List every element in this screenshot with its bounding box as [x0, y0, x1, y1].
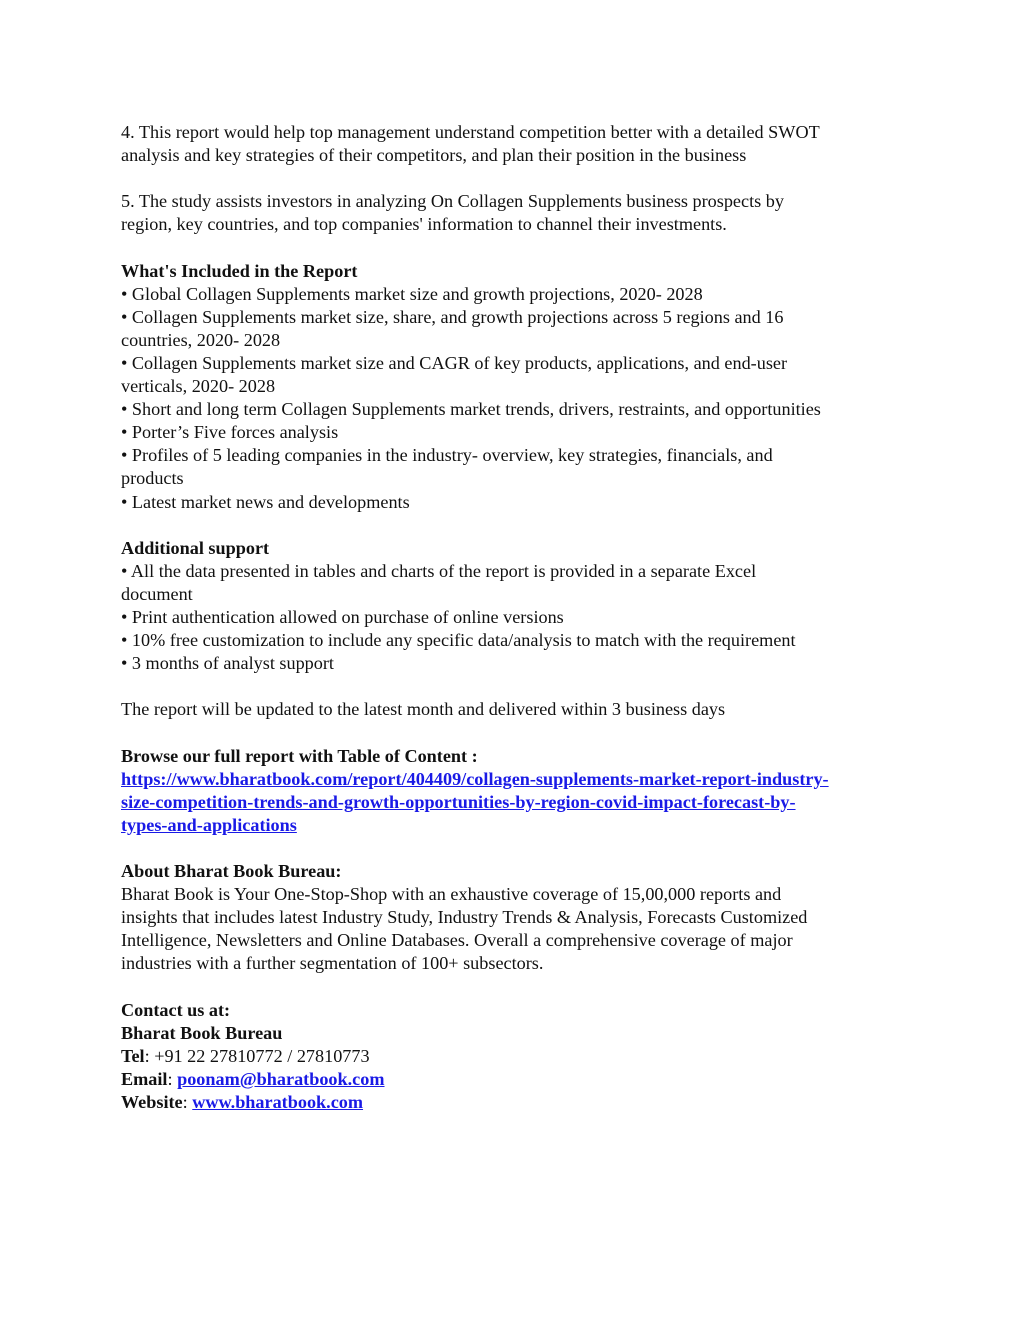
support-line: • 3 months of analyst support [121, 653, 334, 674]
tel-label: Tel [121, 1045, 145, 1066]
report-link[interactable] [121, 768, 911, 837]
report-link-line[interactable]: size-competition-trends-and-growth-opportunities-by-region-covid-impact-forecast-by- [121, 791, 796, 812]
tel-value: : +91 22 27810772 / 27810773 [144, 1045, 370, 1066]
point-4-line: analysis and key strategies of their competitors, and plan their position in the business [121, 145, 747, 166]
included-line: products [121, 468, 184, 489]
about-line: insights that includes latest Industry Study, Industry Trends & Analysis, Forecasts Customized [121, 907, 808, 928]
update-note: The report will be updated to the latest month and delivered within 3 business days [121, 699, 726, 720]
included-line: verticals, 2020- 2028 [121, 376, 276, 397]
point-5-paragraph [121, 190, 911, 236]
contact-email-row [121, 1068, 911, 1091]
about-section [121, 860, 911, 975]
email-label: Email [121, 1068, 168, 1089]
website-separator: : [182, 1091, 193, 1112]
contact-heading: Contact us at: [121, 999, 231, 1020]
point-4-paragraph [121, 121, 911, 167]
included-line: • Latest market news and developments [121, 491, 410, 512]
report-link-line[interactable]: https://www.bharatbook.com/report/404409/collagen-supplements-market-report-industry- [121, 768, 829, 789]
support-line: document [121, 583, 193, 604]
browse-heading: Browse our full report with Table of Content : [121, 745, 478, 766]
about-heading: About Bharat Book Bureau: [121, 861, 342, 881]
included-line: • Porter’s Five forces analysis [121, 422, 339, 443]
email-link[interactable]: poonam@bharatbook.com [177, 1068, 385, 1089]
about-line: Intelligence, Newsletters and Online Databases. Overall a comprehensive coverage of major [121, 930, 793, 951]
report-link-line[interactable]: types-and-applications [121, 814, 297, 835]
included-line: • Profiles of 5 leading companies in the industry- overview, key strategies, financials, and [121, 445, 773, 466]
contact-section [121, 999, 911, 1114]
document-page [121, 121, 911, 1137]
included-line: countries, 2020- 2028 [121, 329, 281, 350]
about-line: Bharat Book is Your One-Stop-Shop with an exhaustive coverage of 15,00,000 reports and [121, 884, 782, 905]
included-heading: What's Included in the Report [121, 260, 358, 281]
included-line: • Short and long term Collagen Supplements market trends, drivers, restraints, and opportunities [121, 399, 821, 420]
contact-website-row [121, 1091, 911, 1114]
point-5-line: region, key countries, and top companies' information to channel their investments. [121, 214, 727, 235]
included-line: • Collagen Supplements market size, share, and growth projections across 5 regions and 16 [121, 306, 784, 327]
website-link[interactable]: www.bharatbook.com [192, 1091, 364, 1112]
support-line: • 10% free customization to include any specific data/analysis to match with the requirement [121, 630, 796, 651]
support-section [121, 537, 911, 676]
update-note-paragraph [121, 698, 911, 721]
point-4-line: 4. This report would help top management understand competition better with a detailed SWOT [121, 122, 820, 142]
contact-tel-row [121, 1045, 911, 1068]
website-label: Website [121, 1091, 183, 1112]
included-section [121, 260, 911, 514]
about-line: industries with a further segmentation of 100+ subsectors. [121, 953, 544, 974]
support-line: • Print authentication allowed on purchase of online versions [121, 606, 564, 627]
browse-section [121, 745, 911, 837]
support-line: • All the data presented in tables and charts of the report is provided in a separate Excel [121, 560, 757, 581]
included-line: • Collagen Supplements market size and CAGR of key products, applications, and end-user [121, 352, 788, 373]
support-heading: Additional support [121, 537, 270, 558]
contact-company: Bharat Book Bureau [121, 1022, 283, 1043]
point-5-line: 5. The study assists investors in analyzing On Collagen Supplements business prospects by [121, 191, 784, 212]
included-line: • Global Collagen Supplements market size and growth projections, 2020- 2028 [121, 283, 703, 304]
email-separator: : [167, 1068, 178, 1089]
